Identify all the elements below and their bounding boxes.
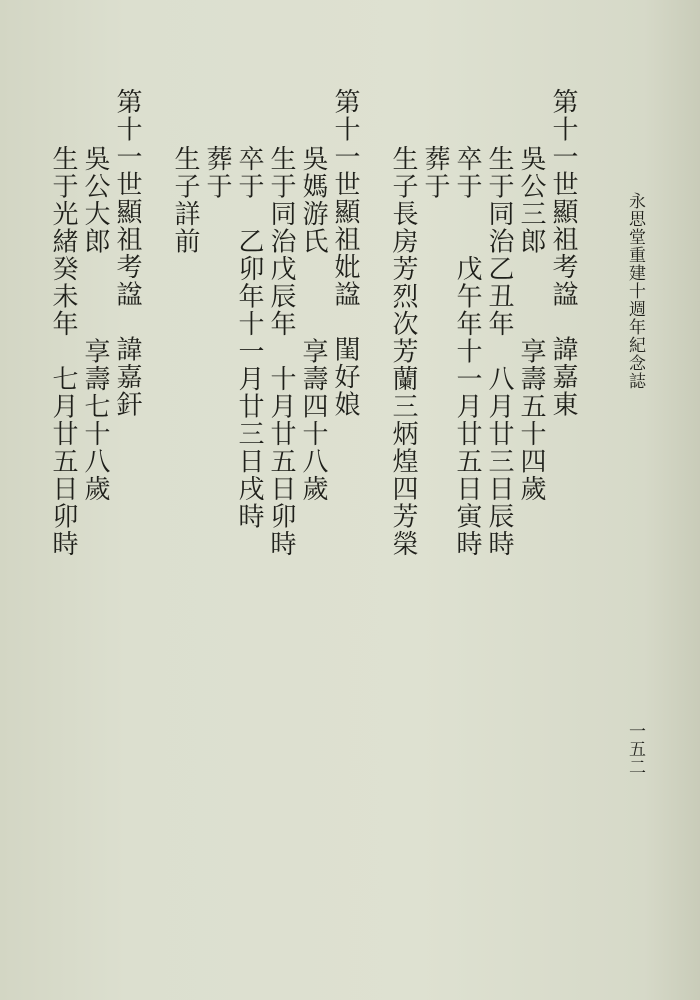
entry-2-line-3: 生于同治戊辰年 十月廿五日卯時 (266, 145, 296, 558)
entry-1-line-4: 卒于 戊午年十一月廿五日寅時 (452, 145, 482, 558)
book-title: 永思堂重建十週年紀念誌 (625, 192, 645, 390)
entry-2-line-6: 生子詳前 (170, 145, 200, 255)
entry-2-line-4: 卒于 乙卯年十一月廿三日戌時 (234, 145, 264, 530)
entry-3-line-3: 生于光緒癸未年 七月廿五日卯時 (48, 145, 78, 558)
entry-2-line-2: 吳媽游氏 享壽四十八歲 (298, 145, 328, 503)
entry-1-line-1: 第十一世顯祖考諡 諱嘉東 (548, 88, 578, 418)
entry-3-line-1: 第十一世顯祖考諡 諱嘉釬 (112, 88, 142, 418)
page-number: 一五二 (625, 722, 645, 776)
entry-3-line-2: 吳公大郎 享壽七十八歲 (80, 145, 110, 503)
entry-1-line-3: 生于同治乙丑年 八月廿三日辰時 (484, 145, 514, 558)
entry-2-line-1: 第十一世顯祖妣諡 閨好娘 (330, 88, 360, 418)
entry-2-line-5: 葬于 (202, 145, 232, 200)
entry-1-line-6: 生子長房芳烈次芳蘭三炳煌四芳榮 (388, 145, 418, 558)
entry-1-line-2: 吳公三郎 享壽五十四歲 (516, 145, 546, 503)
entry-1-line-5: 葬于 (420, 145, 450, 200)
